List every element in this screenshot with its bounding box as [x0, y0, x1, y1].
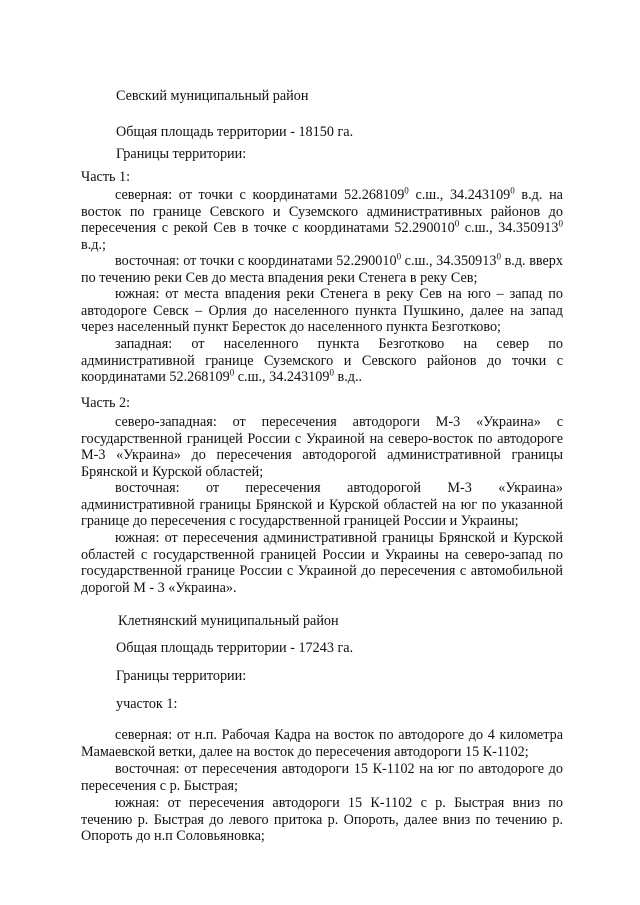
part1-north-border: северная: от точки с координатами 52.268109$^0$ с.ш., 34.243109$^0$ в.д. на восток по границе Севского и Суземского административных районов до пересечения с рекой Сев в точке с координатами 52.290010$^0$ с.ш., 34.350913$^0$ в.д.;	[81, 185, 563, 253]
part2-northwest-border: северо-западная: от пересечения автодороги М-3 «Украина» с государственной границей России с Украиной на северо-восток по автодороге М-3 «Украина» до пересечения автодорогой административной границы Брянской и Курской областей;	[81, 414, 563, 480]
area-text-sevsky: Общая площадь территории - 18150 га.	[116, 124, 354, 140]
kletnyansky-east-border: восточная: от пересечения автодороги 15 К-1102 на юг по автодороге до пересечения с р. Быстрая;	[81, 761, 563, 794]
part1-west-border: западная: от населенного пункта Безготково на север по административной границе Суземского и Севского районов до точки с координатами 52.268109$^0$ с.ш., 34.243109$^0$ в.д..	[81, 336, 563, 385]
part2-label: Часть 2:	[81, 395, 131, 411]
part1-label: Часть 1:	[81, 169, 131, 185]
district-heading-kletnyansky: Клетнянский муниципальный район	[118, 613, 339, 629]
part1-south-border: южная: от места впадения реки Стенега в реку Сев на юго – запад по автодороге Севск – Орлия до населенного пункта Пушкино, далее на запад через населенный пункт Бересток до населенного пункта Безготково;	[81, 286, 563, 335]
part1-east-border: восточная: от точки с координатами 52.290010$^0$ с.ш., 34.350913$^0$ в.д. вверх по течению реки Сев до места впадения реки Стенега в реку Сев;	[81, 251, 563, 286]
kletnyansky-south-border: южная: от пересечения автодороги 15 К-1102 с р. Быстрая вниз по течению р. Быстрая до левого притока р. Опороть, далее вниз по течению р. Опороть до н.п Соловьяновка;	[81, 795, 563, 844]
part2-south-border: южная: от пересечения административной границы Брянской и Курской областей с государственной границей России и Украины на северо-запад по государственной границе России с Украиной до пересечения с автомобильной дорогой М - 3 «Украина».	[81, 530, 563, 596]
borders-title-sevsky: Границы территории:	[116, 146, 247, 162]
section-label-kletnyansky: участок 1:	[116, 696, 178, 712]
area-text-kletnyansky: Общая площадь территории - 17243 га.	[116, 640, 354, 656]
kletnyansky-north-border: северная: от н.п. Рабочая Кадра на восток по автодороге до 4 километра Мамаевской ветки, далее на восток до пересечения автодороги 15 К-1102;	[81, 727, 563, 760]
part2-east-border: восточная: от пересечения автодорогой М-3 «Украина» административной границы Брянской и Курской областей на юг по указанной границе до пересечения с государственной границей России и Украины;	[81, 480, 563, 529]
borders-title-kletnyansky: Границы территории:	[116, 668, 247, 684]
district-heading-sevsky: Севский муниципальный район	[116, 88, 309, 104]
